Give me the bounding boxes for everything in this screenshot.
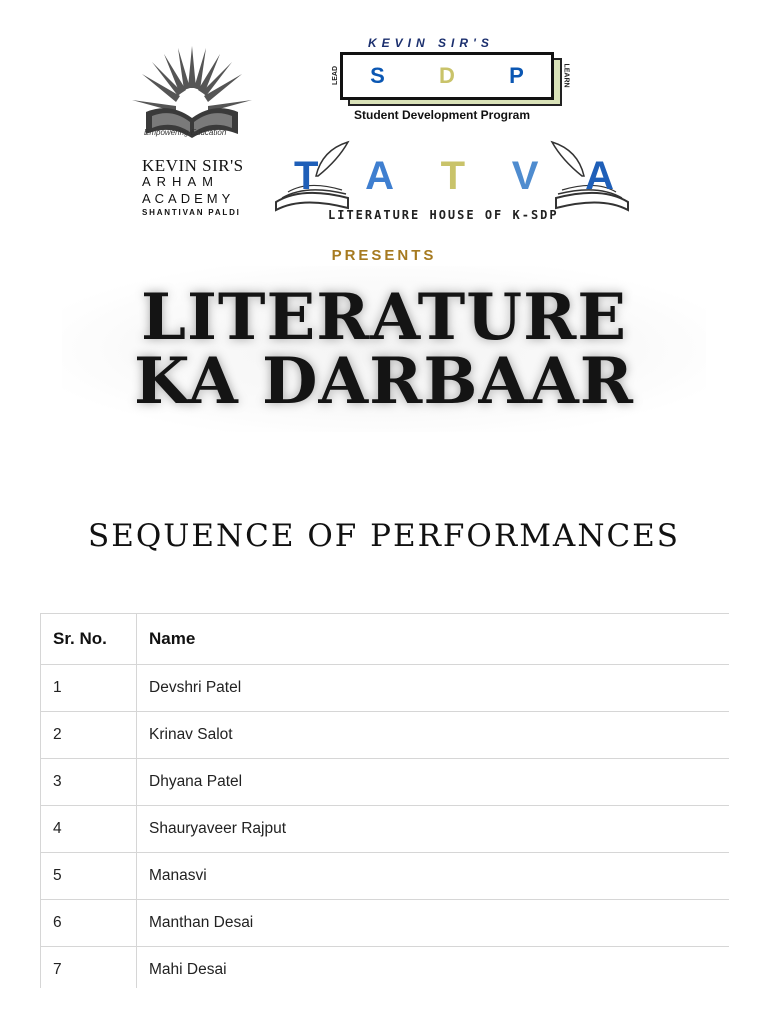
sdp-letter-p: P: [509, 63, 524, 88]
cell-name: Manasvi: [137, 853, 730, 900]
header-name: Name: [137, 614, 730, 665]
cell-sr-no: 5: [41, 853, 137, 900]
sdp-top-text: KEVIN SIR'S: [368, 36, 494, 50]
cell-name: Shauryaveer Rajput: [137, 806, 730, 853]
sdp-letter-s: S: [370, 63, 385, 88]
tatva-subtitle: LITERATURE HOUSE OF K-SDP: [328, 208, 559, 222]
cell-name: Devshri Patel: [137, 665, 730, 712]
tatva-letter: A: [365, 154, 394, 198]
arham-tagline: Empowering Education: [144, 128, 227, 137]
sdp-subtitle: Student Development Program: [354, 108, 531, 122]
sdp-side-learn: LEARN: [562, 63, 570, 88]
cell-sr-no: 4: [41, 806, 137, 853]
sdp-box: [340, 52, 554, 100]
sdp-side-lead: LEAD: [332, 65, 340, 86]
table-row: [41, 947, 730, 989]
event-title-line2: KA DARBAAR: [134, 344, 634, 419]
cell-sr-no: 1: [41, 665, 137, 712]
table-header-row: [41, 614, 730, 665]
cell-name: Krinav Salot: [137, 712, 730, 759]
sdp-letter-d: D: [439, 63, 455, 88]
cell-sr-no: 6: [41, 900, 137, 947]
table-row: [41, 759, 730, 806]
cell-sr-no: 2: [41, 712, 137, 759]
tatva-letter: V: [511, 154, 539, 198]
cell-name: Dhyana Patel: [137, 759, 730, 806]
event-title-line1: LITERATURE: [140, 280, 628, 355]
cell-name: Manthan Desai: [137, 900, 730, 947]
tatva-letter: T: [294, 154, 319, 198]
arham-line-location: SHANTIVAN PALDI: [142, 208, 241, 217]
tatva-letter: T: [440, 154, 466, 198]
cell-name: Mahi Desai: [137, 947, 730, 989]
event-title-banner: [62, 266, 706, 432]
tatva-logo: [272, 140, 632, 230]
arham-academy-logo: [122, 38, 262, 220]
arham-line-arham: ARHAM: [142, 174, 219, 189]
arham-line-kevin: KEVIN SIR'S: [142, 156, 244, 175]
arham-line-academy: ACADEMY: [142, 191, 235, 206]
table-row: [41, 665, 730, 712]
presents-label: PRESENTS: [331, 247, 437, 264]
sdp-logo: [328, 36, 578, 126]
cell-sr-no: 3: [41, 759, 137, 806]
section-heading: SEQUENCE OF PERFORMANCES: [87, 518, 681, 554]
header-sr-no: Sr. No.: [41, 614, 137, 665]
tatva-word: [294, 154, 614, 199]
table-row: [41, 900, 730, 947]
performances-table: [40, 613, 729, 988]
tatva-letter: A: [585, 154, 614, 198]
table-row: [41, 853, 730, 900]
cell-sr-no: 7: [41, 947, 137, 989]
table-row: [41, 806, 730, 853]
table-row: [41, 712, 730, 759]
